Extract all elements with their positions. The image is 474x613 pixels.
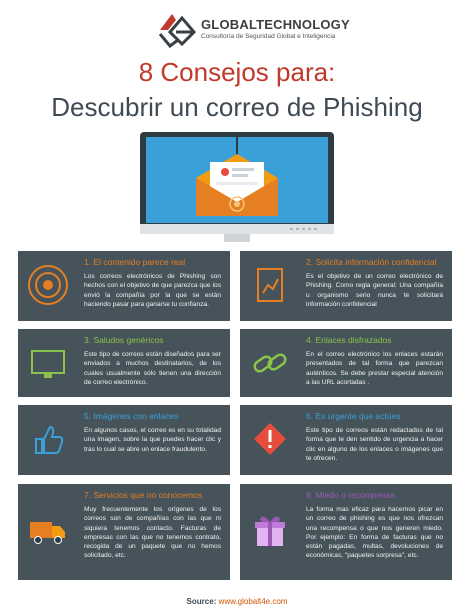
target-icon	[28, 265, 68, 305]
source-footer	[0, 597, 474, 606]
tip-card-8	[240, 484, 452, 580]
source-link[interactable]: www.globalt4e.com	[218, 597, 288, 606]
link-icon	[250, 343, 290, 383]
tip-card-2	[240, 251, 452, 321]
document-chart-icon	[250, 265, 290, 305]
tip-text: Este tipo de correos están redactados de tal forma que te den sentido de urgencia a hacer clic en alguno de los enlaces o imágenes que te ofrecen.	[306, 427, 443, 462]
tip-card-1	[18, 251, 230, 321]
gift-icon	[250, 510, 290, 550]
tip-title: 5. Imágenes con enlaces	[84, 411, 179, 421]
tip-title: 6. Es urgente que actúes	[306, 411, 401, 421]
phishing-monitor-illustration	[140, 132, 334, 244]
tip-text: Muy frecuentemente los orígenes de los correos son de compañías con las que ni siquiera tenemos contacto. Facturas de empresas con las que no tenemos contrato, recogida de un paquete que no hemos solicitado, etc.	[84, 506, 221, 560]
tip-card-6	[240, 405, 452, 475]
globaltechnology-logo-icon	[156, 10, 198, 48]
tip-title: 8. Miedo o recompensa	[306, 490, 395, 500]
tip-text: Es el objetivo de un correo electrónico de Phishing. Como regla general: Una compañía u organismo serio nunca te solicitará información confidencial	[306, 273, 443, 308]
tip-text: Este tipo de correos están diseñados para ser enviados a muchos destinatarios, de los cuales usualmente sólo tienen una dirección de correo electrónico.	[84, 351, 221, 386]
tip-text: La forma mas eficaz para hacernos picar en un correo de phishing es que nos ofrezcan una recompensa o que nos generen miedo. Por ejemplo: En forma de facturas que no están pagadas, multas, devoluciones de económicas, "paquetes sorpresa", etc.	[306, 506, 443, 560]
monitor-icon	[28, 343, 68, 383]
tip-card-7	[18, 484, 230, 580]
brand-tagline: Consultoría de Seguridad Global e Inteligencia	[201, 33, 336, 40]
tip-title: 7. Servicios que no conocemos	[84, 490, 203, 500]
headline-line-2: Descubrir un correo de Phishing	[51, 92, 423, 122]
warning-icon	[250, 419, 290, 459]
tip-text: En el correo electrónico los enlaces estarán presentados de tal forma que parezcan auténticos. Se debe prestar especial atención a las URL acortadas .	[306, 351, 443, 386]
thumbs-up-icon	[28, 419, 68, 459]
tip-title: 3. Saludos genéricos	[84, 335, 164, 345]
tip-card-3	[18, 329, 230, 397]
tip-title: 4. Enlaces disfrazados	[306, 335, 392, 345]
headline-line-1: 8 Consejos para:	[138, 57, 336, 87]
delivery-truck-icon	[28, 510, 68, 550]
tip-title: 1. El contenido parece real	[84, 257, 186, 267]
tip-title: 2. Solicita información confidencial	[306, 257, 437, 267]
tip-text: En algunos casos, el correo es en su totalidad una imagen, sobre la que puedes hacer clic y tras lo cual se abre un enlace fraudulento.	[84, 427, 221, 453]
tip-card-5	[18, 405, 230, 475]
brand-name: GLOBALTECHNOLOGY	[201, 17, 350, 32]
tip-text: Los correos electrónicos de Phishing son hechos con el objetivo de que parezca que los envió la compañía por la que se están haciendo pasar para ganarse tu confianza.	[84, 273, 221, 308]
source-label: Source:	[186, 597, 217, 606]
tip-card-4	[240, 329, 452, 397]
